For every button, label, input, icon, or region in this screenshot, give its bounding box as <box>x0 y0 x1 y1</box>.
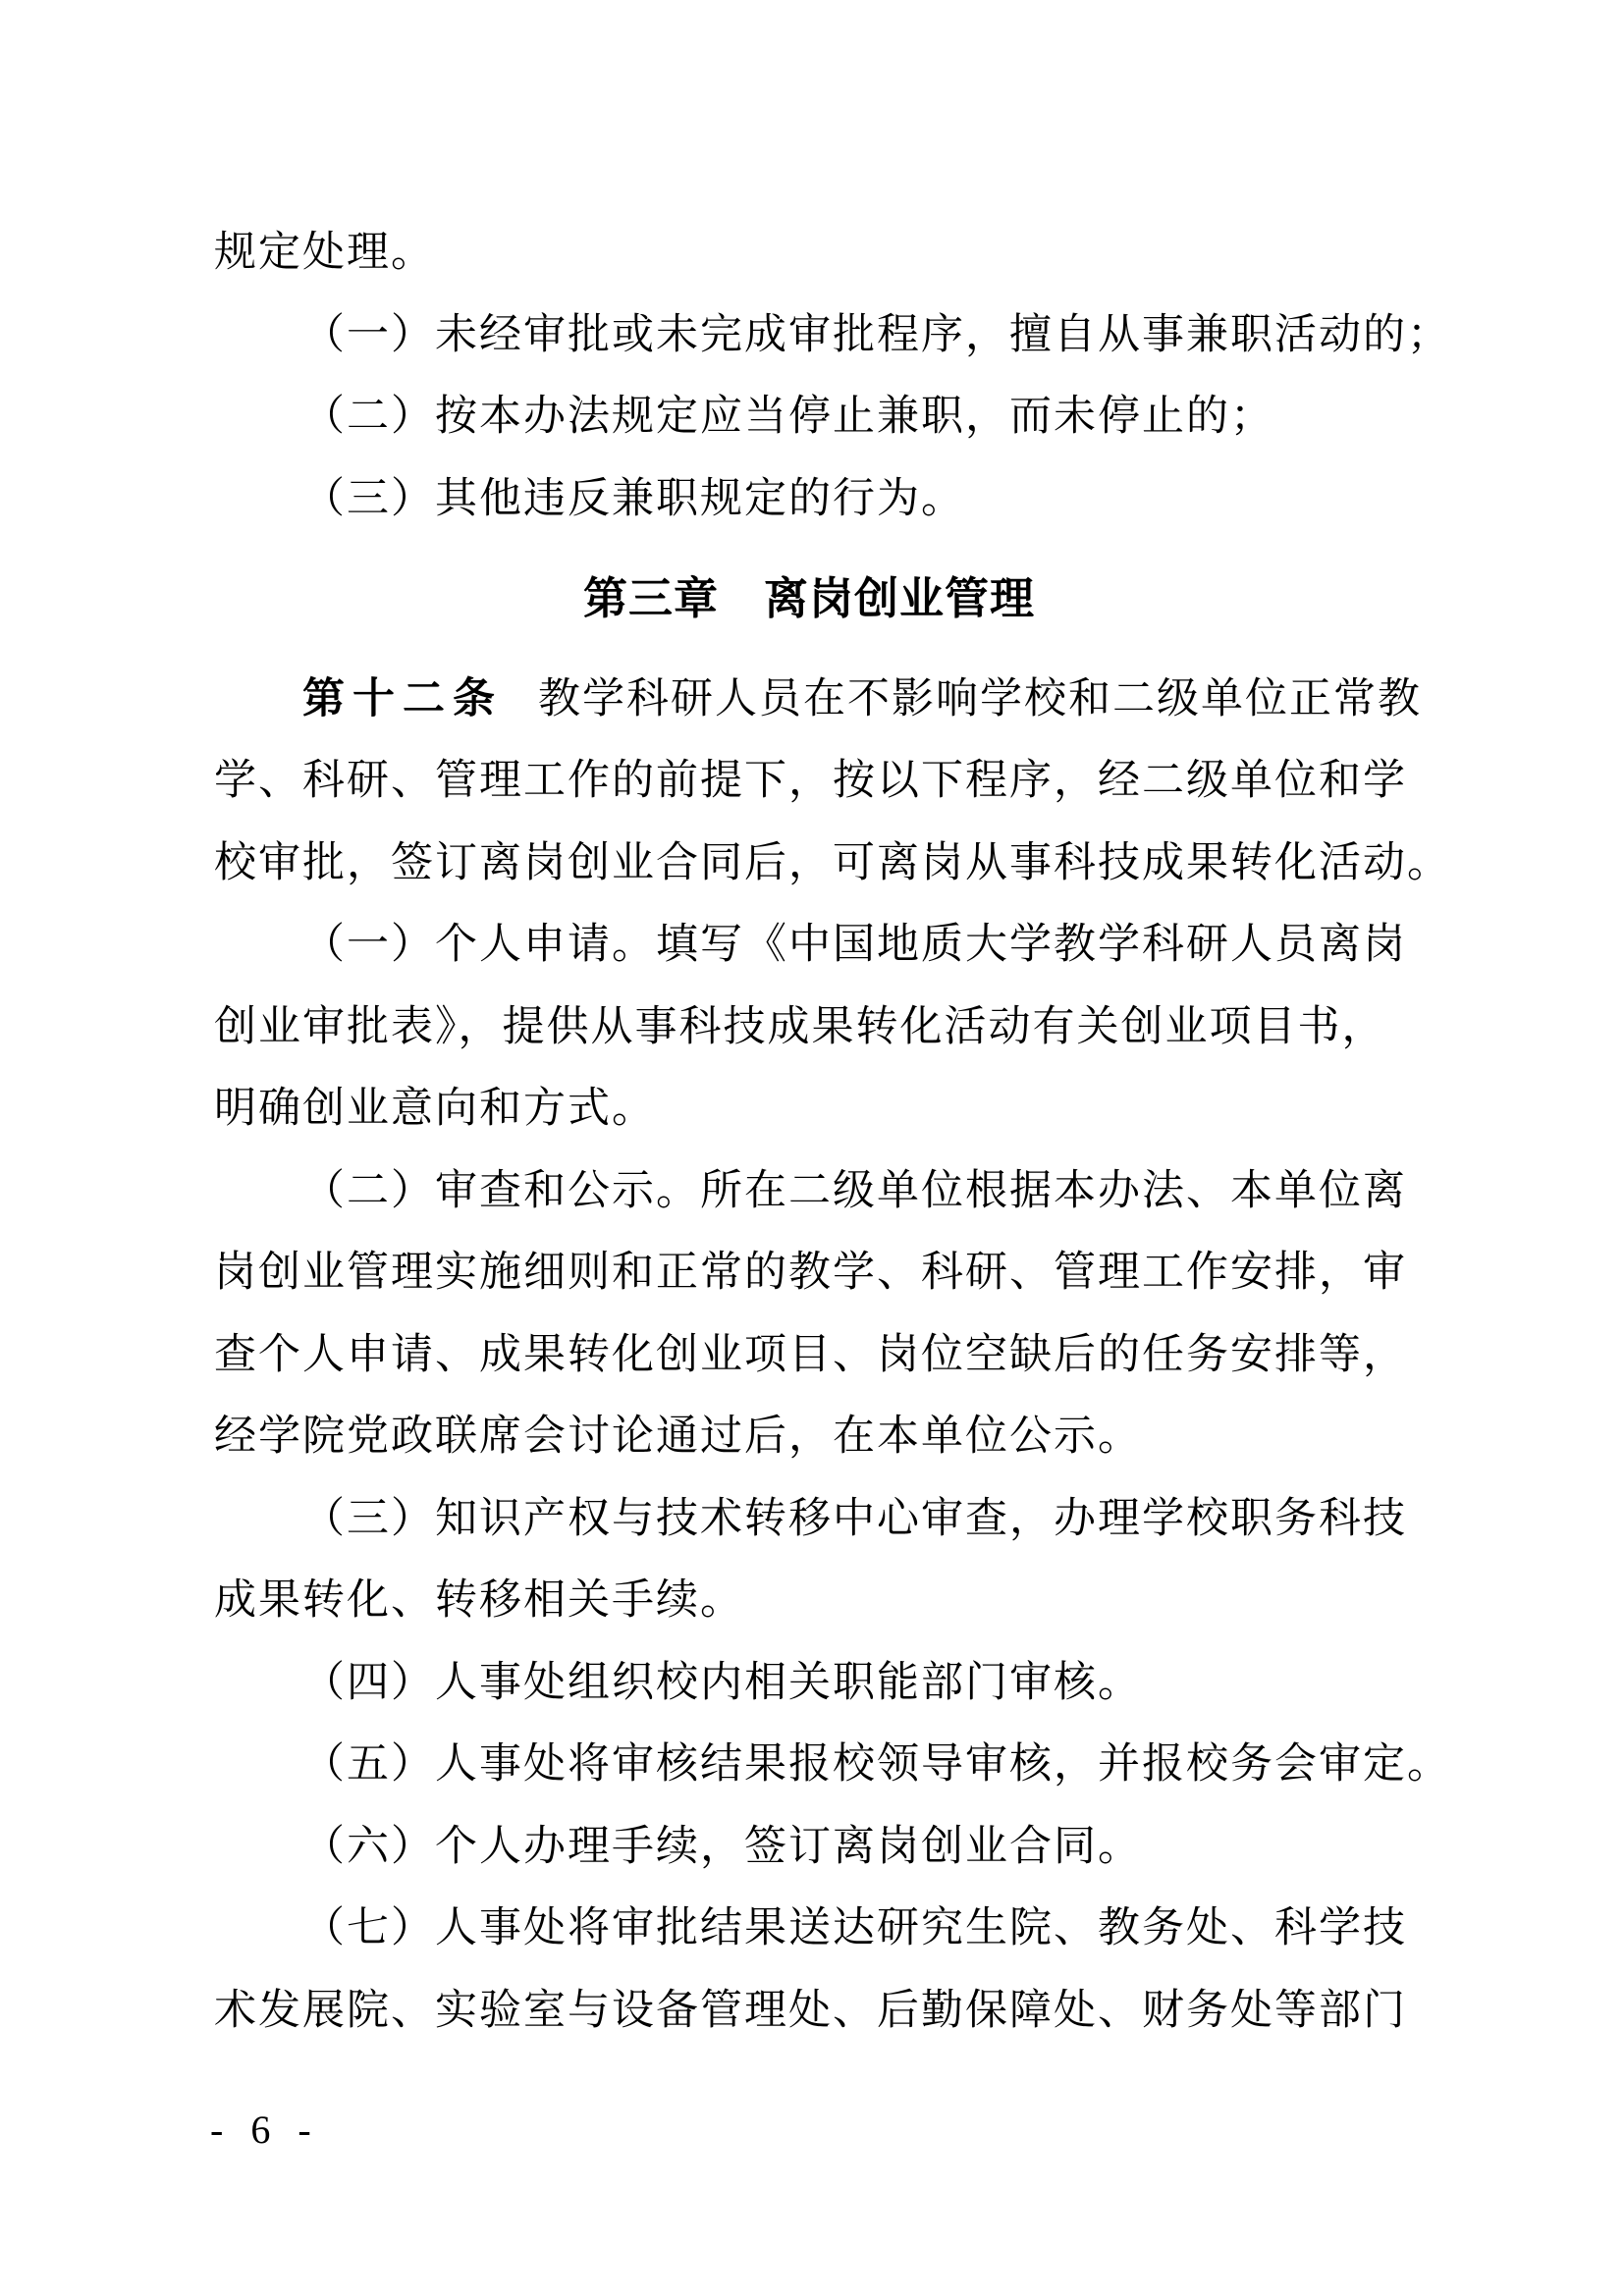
body-line-item-6: （六）个人办理手续，签订离岗创业合同。 <box>302 1823 1142 1870</box>
body-line: 明确创业意向和方式。 <box>214 1086 656 1132</box>
page-number: - 6 - <box>210 2108 320 2152</box>
body-line: 成果转化、转移相关手续。 <box>214 1577 744 1624</box>
body-line: 规定处理。 <box>214 230 435 276</box>
body-line: 查个人申请、成果转化创业项目、岗位空缺后的任务安排等， <box>214 1331 1407 1378</box>
article-12-label: 第十二条 <box>302 675 503 722</box>
chapter-heading: 第三章 离岗创业管理 <box>582 573 1035 623</box>
document-body <box>214 212 1451 2052</box>
body-line-item-1: （一）个人申请。填写《中国地质大学教学科研人员离岗 <box>302 922 1407 968</box>
body-line: 岗创业管理实施细则和正常的教学、科研、管理工作安排，审 <box>214 1250 1407 1296</box>
body-line: 校审批，签订离岗创业合同后，可离岗从事科技成果转化活动。 <box>214 839 1451 886</box>
body-line-item-3: （三）知识产权与技术转移中心审查，办理学校职务科技 <box>302 1495 1407 1542</box>
body-line: 经学院党政联席会讨论通过后，在本单位公示。 <box>214 1414 1142 1460</box>
body-line-item-2: （二）按本办法规定应当停止兼职，而未停止的； <box>302 394 1274 440</box>
body-line: 术发展院、实验室与设备管理处、后勤保障处、财务处等部门 <box>214 1987 1407 2034</box>
article-12-text: 教学科研人员在不影响学校和二级单位正常教 <box>538 675 1422 722</box>
body-line-item-3: （三）其他违反兼职规定的行为。 <box>302 475 965 522</box>
body-line-item-2: （二）审查和公示。所在二级单位根据本办法、本单位离 <box>302 1167 1407 1214</box>
body-line-item-5: （五）人事处将审核结果报校领导审核，并报校务会审定。 <box>302 1741 1451 1788</box>
body-line-item-7: （七）人事处将审批结果送达研究生院、教务处、科学技 <box>302 1905 1407 1951</box>
body-line: 创业审批表》，提供从事科技成果转化活动有关创业项目书， <box>214 1003 1386 1050</box>
article-12-first-line <box>214 659 1422 741</box>
body-line: 学、科研、管理工作的前提下，按以下程序，经二级单位和学 <box>214 758 1407 804</box>
body-line-item-1: （一）未经审批或未完成审批程序，擅自从事兼职活动的； <box>302 311 1451 358</box>
body-line-item-4: （四）人事处组织校内相关职能部门审核。 <box>302 1659 1142 1706</box>
